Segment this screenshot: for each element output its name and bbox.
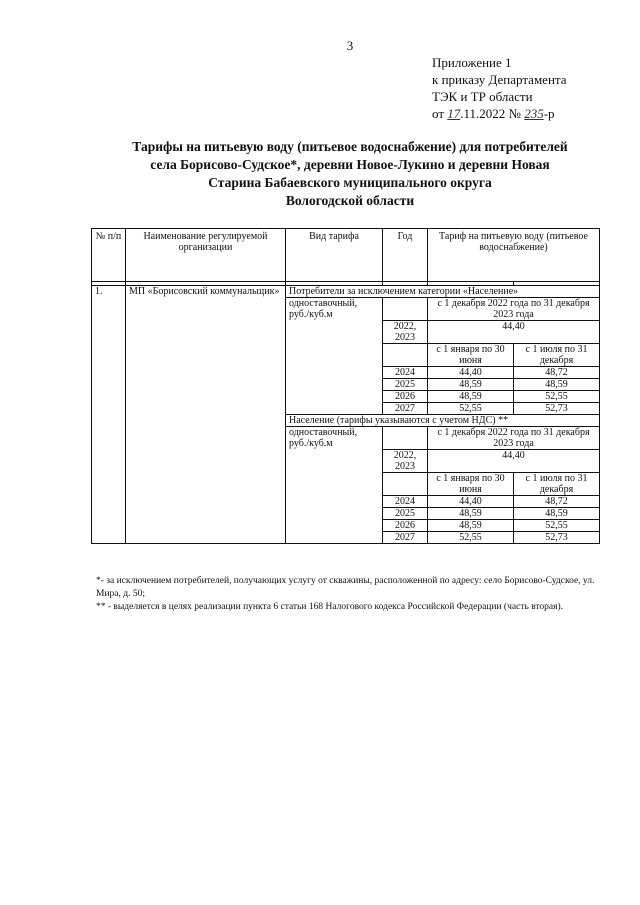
period-label: с 1 декабря 2022 года по 31 декабря 2023 года [428, 427, 600, 450]
appendix-block [432, 54, 567, 122]
period-label: с 1 декабря 2022 года по 31 декабря 2023 года [428, 298, 600, 321]
value-h2: 52,55 [514, 391, 600, 403]
footnote-2: ** - выделяется в целях реализации пункта 6 статьи 168 Налогового кодекса Российской Федерации (часть вторая). [96, 602, 564, 612]
value-h2: 48,59 [514, 379, 600, 391]
value-h1: 48,59 [428, 520, 514, 532]
year-cell: 2024 [383, 367, 428, 379]
value-h2: 48,72 [514, 496, 600, 508]
document-title [70, 138, 630, 210]
title-line-3: Старина Бабаевского муниципального округа [208, 175, 492, 190]
header-type: Вид тарифа [286, 229, 383, 282]
order-number: 235 [524, 106, 544, 121]
year-empty-cell [383, 298, 428, 321]
value-2022-2023: 44,40 [428, 450, 600, 473]
value-h1: 44,40 [428, 367, 514, 379]
value-h2: 52,55 [514, 520, 600, 532]
date-rest: .11.2022 № [460, 106, 521, 121]
value-h1: 52,55 [428, 403, 514, 415]
value-h1: 44,40 [428, 496, 514, 508]
table-header-row [92, 229, 600, 282]
appendix-line-1: Приложение 1 [432, 55, 512, 70]
appendix-date-line [432, 105, 567, 122]
year-cell: 2026 [383, 391, 428, 403]
section-label-row [92, 286, 600, 298]
year-cell: 2027 [383, 532, 428, 544]
value-h1: 48,59 [428, 391, 514, 403]
footnote-1: *- за исключением потребителей, получающих услугу от скважины, расположенной по адресу: село Борисово-Судское, ул. Мира, д. 50; [96, 576, 595, 599]
year-cell: 2027 [383, 403, 428, 415]
section-label: Население (тарифы указываются с учетом НДС) ** [286, 415, 600, 427]
date-day: 17 [447, 106, 461, 121]
year-2022-2023: 2022, 2023 [383, 450, 428, 473]
row-number: 1. [92, 286, 126, 544]
year-empty-cell [383, 427, 428, 450]
value-h2: 52,73 [514, 403, 600, 415]
value-h2: 48,59 [514, 508, 600, 520]
header-year: Год [383, 229, 428, 282]
header-num: № п/п [92, 229, 126, 282]
footnotes [96, 575, 596, 614]
year-cell: 2024 [383, 496, 428, 508]
header-org: Наименование регулируемой организации [126, 229, 286, 282]
year-cell: 2025 [383, 508, 428, 520]
value-h2: 48,72 [514, 367, 600, 379]
page-number: 3 [346, 38, 354, 53]
half-year-1-header: с 1 января по 30 июня [428, 344, 514, 367]
half-year-2-header: с 1 июля по 31 декабря [514, 473, 600, 496]
title-line-4: Вологодской области [285, 193, 415, 208]
tariff-table [91, 228, 600, 544]
appendix-line-2: к приказу Департамента [432, 72, 567, 87]
year-cell: 2026 [383, 520, 428, 532]
year-2022-2023: 2022, 2023 [383, 321, 428, 344]
header-tariff: Тариф на питьевую воду (питьевое водоснабжение) [428, 229, 600, 282]
value-h2: 52,73 [514, 532, 600, 544]
tariff-type: одноставочный, руб./куб.м [286, 298, 383, 415]
organization-name: МП «Борисовский коммунальщик» [126, 286, 286, 544]
tariff-type: одноставочный, руб./куб.м [286, 427, 383, 544]
title-line-2: села Борисово-Судское*, деревни Новое-Лукино и деревни Новая [150, 157, 550, 172]
value-2022-2023: 44,40 [428, 321, 600, 344]
year-empty-cell [383, 344, 428, 367]
half-year-1-header: с 1 января по 30 июня [428, 473, 514, 496]
value-h1: 48,59 [428, 508, 514, 520]
order-suffix: -р [543, 106, 555, 121]
date-prefix: от [432, 106, 445, 121]
year-cell: 2025 [383, 379, 428, 391]
section-label: Потребители за исключением категории «Население» [286, 286, 600, 298]
value-h1: 52,55 [428, 532, 514, 544]
value-h1: 48,59 [428, 379, 514, 391]
year-empty-cell [383, 473, 428, 496]
appendix-line-3: ТЭК и ТР области [432, 89, 533, 104]
title-line-1: Тарифы на питьевую воду (питьевое водоснабжение) для потребителей [132, 139, 568, 154]
half-year-2-header: с 1 июля по 31 декабря [514, 344, 600, 367]
